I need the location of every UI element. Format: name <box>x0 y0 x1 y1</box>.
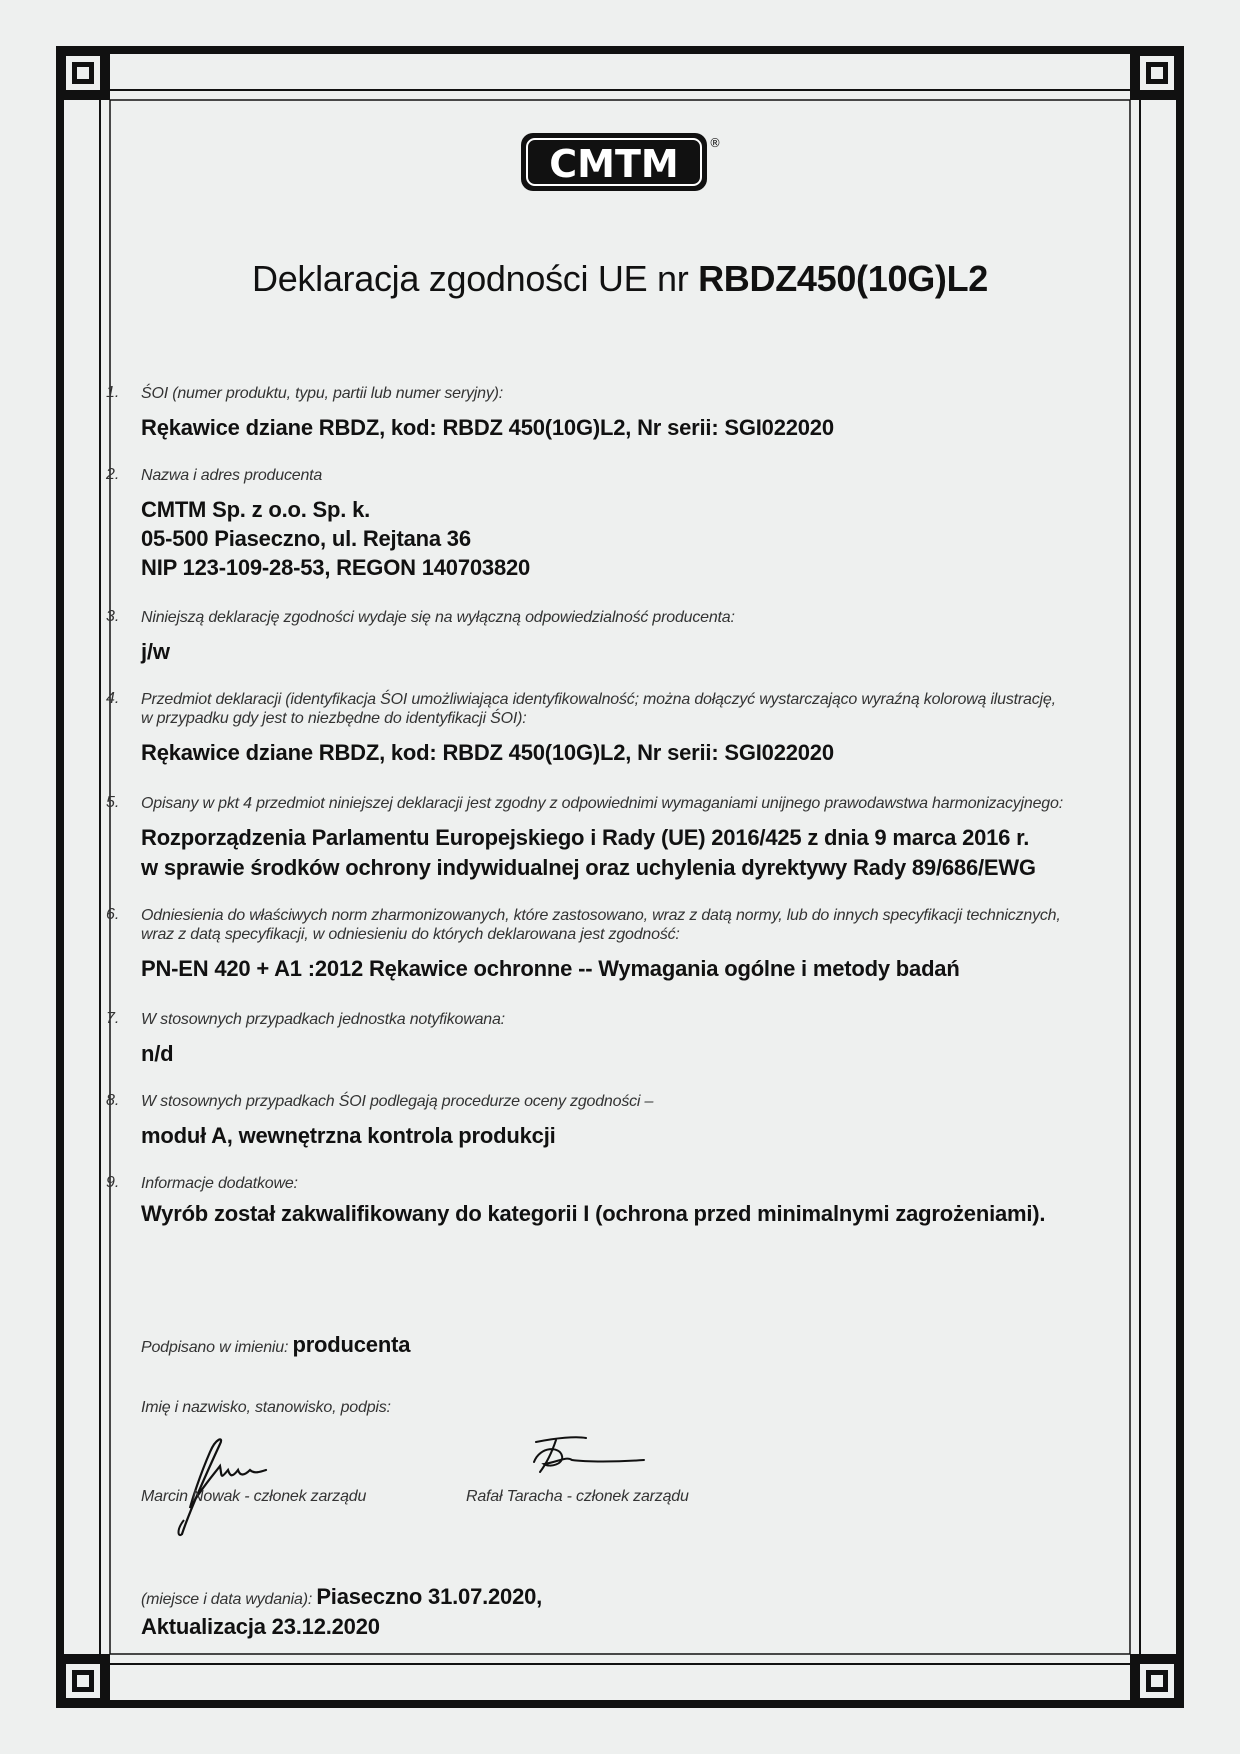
logo-text: CMTM <box>549 142 679 186</box>
signatory-1: Marcin Nowak - członek zarządu <box>141 1488 367 1505</box>
title-code: RBDZ450(10G)L2 <box>698 258 988 299</box>
item-8 <box>106 1092 1146 1151</box>
item-5 <box>106 794 1146 883</box>
item-label: Informacje dodatkowe: <box>141 1175 298 1192</box>
item-number: 4. <box>106 690 120 707</box>
producer-address: 05-500 Piaseczno, ul. Rejtana 36 <box>141 526 471 551</box>
item-value: Rękawice dziane RBDZ, kod: RBDZ 450(10G)L2, Nr serii: SGI022020 <box>141 740 834 765</box>
regulation-line: w sprawie środków ochrony indywidualnej oraz uchylenia dyrektywy Rady 89/686/EWG <box>141 855 1036 880</box>
signatory-2: Rafał Taracha - członek zarządu <box>466 1488 689 1505</box>
item-label: W stosownych przypadkach jednostka notyfikowana: <box>141 1011 505 1028</box>
signed-on-behalf <box>141 1332 410 1358</box>
item-label: W stosownych przypadkach ŚOI podlegają procedurze oceny zgodności – <box>141 1093 654 1110</box>
item-number: 7. <box>106 1010 120 1027</box>
item-value-block <box>141 823 1146 883</box>
item-2 <box>106 466 1146 582</box>
producer-name: CMTM Sp. z o.o. Sp. k. <box>141 497 371 522</box>
issue-value: Piaseczno 31.07.2020, <box>316 1584 543 1609</box>
item-6 <box>106 906 1146 984</box>
signed-label: Podpisano w imieniu: <box>141 1339 293 1356</box>
signature-marcin-nowak <box>170 1430 310 1540</box>
title-prefix: Deklaracja zgodności UE nr <box>252 258 699 299</box>
issue-update: Aktualizacja 23.12.2020 <box>141 1614 380 1639</box>
item-value: PN-EN 420 + A1 :2012 Rękawice ochronne -- Wymagania ogólne i metody badań <box>141 956 960 981</box>
item-1 <box>106 384 1146 443</box>
producer-ids: NIP 123-109-28-53, REGON 140703820 <box>141 555 531 580</box>
item-number: 9. <box>106 1174 120 1191</box>
item-3 <box>106 608 1146 667</box>
item-value-block <box>141 495 1146 582</box>
item-9 <box>106 1174 1146 1229</box>
item-label: Opisany w pkt 4 przedmiot niniejszej deklaracji jest zgodny z odpowiednimi wymaganiami unijnego prawodawstwa harmonizacyjnego: <box>141 795 1063 812</box>
item-value: moduł A, wewnętrzna kontrola produkcji <box>141 1123 556 1148</box>
item-number: 3. <box>106 608 120 625</box>
item-number: 2. <box>106 466 120 483</box>
item-label-line: Przedmiot deklaracji (identyfikacja ŚOI umożliwiająca identyfikowalność; można dołączyć wystarczająco wyraźną kolorową ilustrację, <box>141 691 1056 708</box>
item-label-line: Odniesienia do właściwych norm zharmonizowanych, które zastosowano, wraz z datą normy, lub do innych specyfikacji technicznych, <box>141 907 1061 924</box>
regulation-line: Rozporządzenia Parlamentu Europejskiego i Rady (UE) 2016/425 z dnia 9 marca 2016 r. <box>141 825 1030 850</box>
document-title <box>0 258 1240 300</box>
item-number: 5. <box>106 794 120 811</box>
item-number: 6. <box>106 906 120 923</box>
item-label-line: wraz z datą specyfikacji, w odniesieniu do których deklarowana jest zgodność: <box>141 926 680 943</box>
item-number: 1. <box>106 384 120 401</box>
cmtm-logo <box>519 131 721 191</box>
item-7 <box>106 1010 1146 1069</box>
item-label: Nazwa i adres producenta <box>141 467 323 484</box>
item-value: Wyrób został zakwalifikowany do kategorii I (ochrona przed minimalnymi zagrożeniami). <box>141 1201 1046 1226</box>
item-value: n/d <box>141 1041 174 1066</box>
item-number: 8. <box>106 1092 120 1109</box>
issue-place-date <box>141 1584 542 1610</box>
item-label: Niniejszą deklarację zgodności wydaje się na wyłączną odpowiedzialność producenta: <box>141 609 735 626</box>
item-value: Rękawice dziane RBDZ, kod: RBDZ 450(10G)L2, Nr serii: SGI022020 <box>141 415 834 440</box>
issue-label: (miejsce i data wydania): <box>141 1591 317 1608</box>
signed-value: producenta <box>292 1332 411 1357</box>
item-value: j/w <box>141 639 170 664</box>
signature-rafal-taracha <box>526 1432 656 1482</box>
item-label-line: w przypadku gdy jest to niezbędne do identyfikacji ŚOI): <box>141 710 527 727</box>
registered-mark: ® <box>709 136 721 150</box>
names-label: Imię i nazwisko, stanowisko, podpis: <box>141 1399 391 1416</box>
item-label: ŚOI (numer produktu, typu, partii lub numer seryjny): <box>141 385 503 402</box>
item-4 <box>106 690 1146 768</box>
